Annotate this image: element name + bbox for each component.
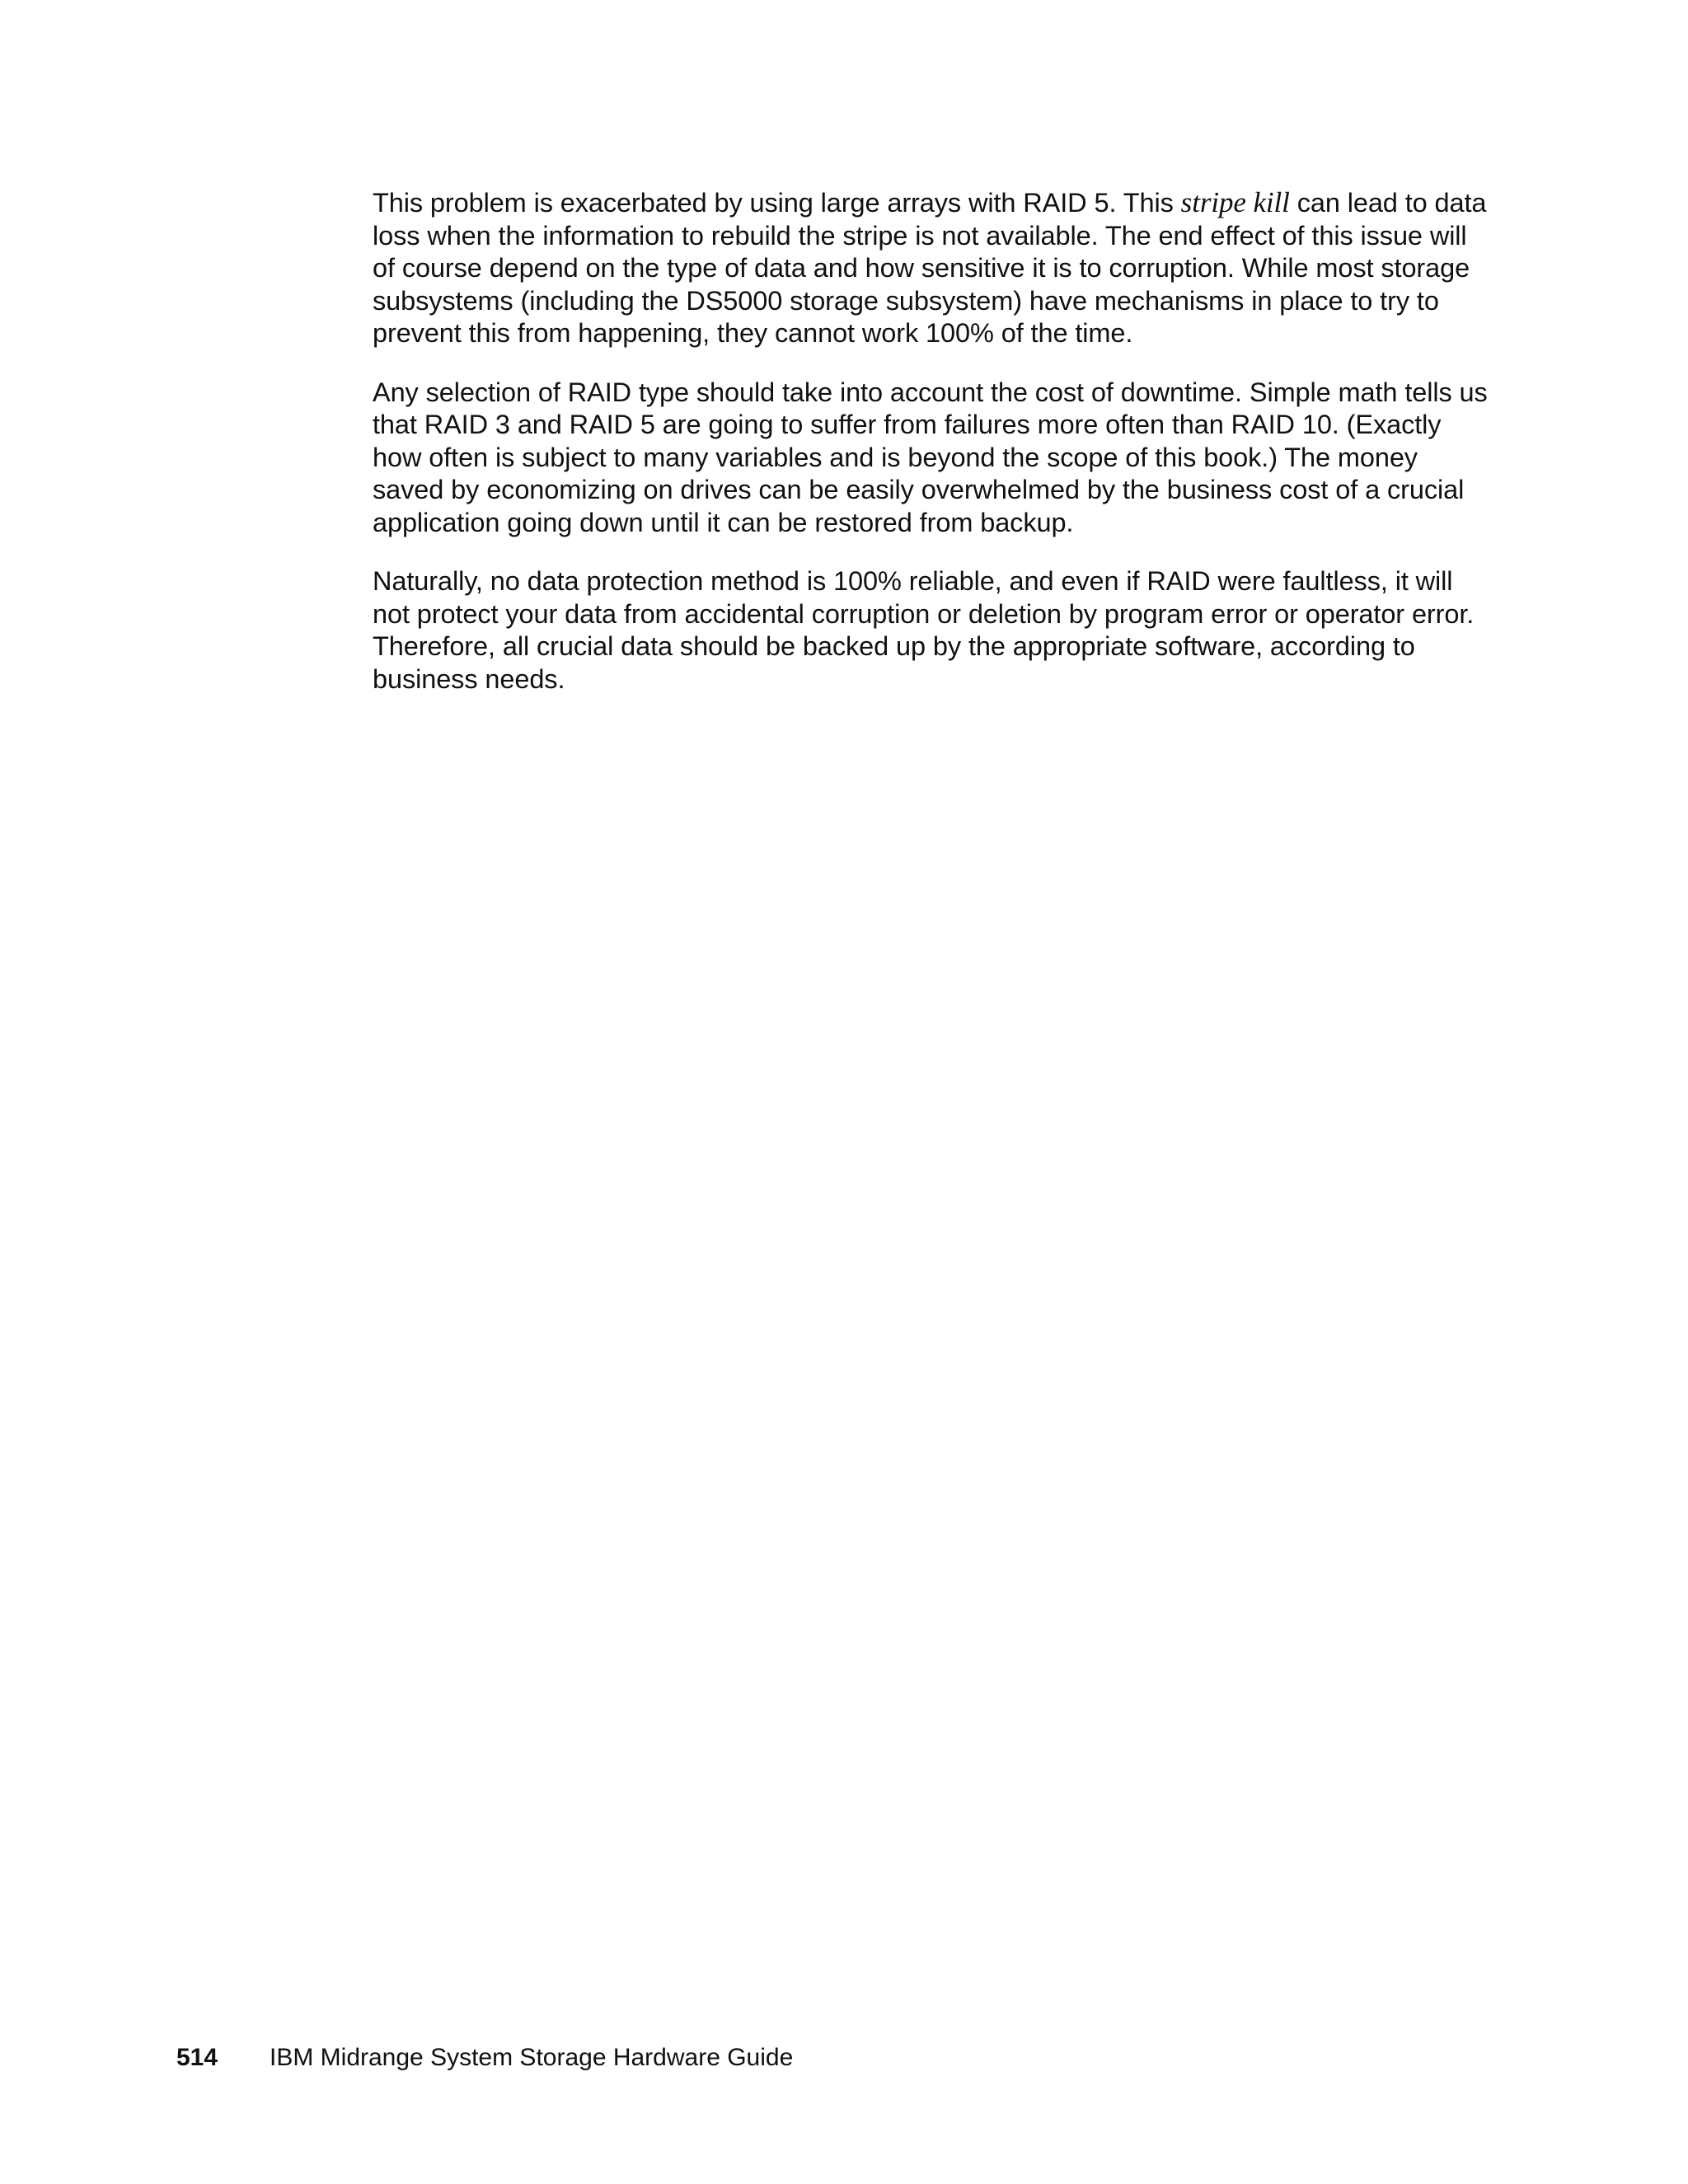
paragraph-data-protection: Naturally, no data protection method is 100% reliable, and even if RAID were faultless, it will not protect your data from accidental corruption or deletion by program error or operator error. Therefore, all crucial data should be backed up by the appropriate software, according to business needs. bbox=[373, 566, 1475, 694]
body-text bbox=[373, 186, 1493, 722]
paragraph-text: can lead to data loss when the information to rebuild the stripe is not available. The end effect of this issue will of course depend on the type of data and how sensitive it is to corruption. While most storage subsystems (including the DS5000 storage subsystem) have mechanisms in place to try to prevent this from happening, they cannot work 100% of the time. bbox=[373, 188, 1487, 348]
paragraph-raid-downtime: Any selection of RAID type should take into account the cost of downtime. Simple math tells us that RAID 3 and RAID 5 are going to suffer from failures more often than RAID 10. (Exactly how often is subject to many variables and is beyond the scope of this book.) The money saved by economizing on drives can be easily overwhelmed by the business cost of a crucial application going down until it can be restored from backup. bbox=[373, 377, 1488, 537]
paragraph-stripe-kill bbox=[373, 186, 1493, 350]
paragraph-text: This problem is exacerbated by using large arrays with RAID 5. This bbox=[373, 188, 1181, 218]
page-number: 514 bbox=[176, 2044, 218, 2071]
book-title: IBM Midrange System Storage Hardware Guide bbox=[270, 2044, 794, 2071]
page-footer bbox=[176, 2044, 1495, 2083]
emphasis-term: stripe kill bbox=[1180, 186, 1290, 218]
